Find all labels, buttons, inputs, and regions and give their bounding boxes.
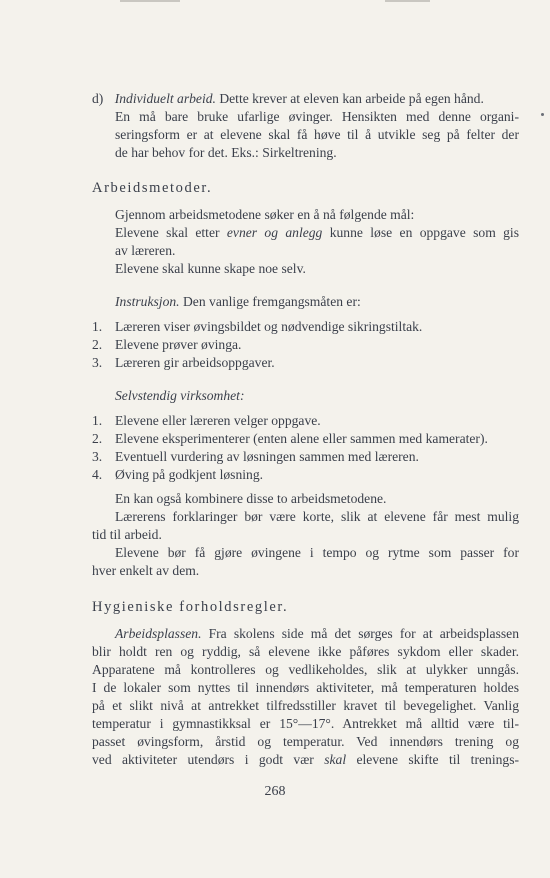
paragraph-line: på et slikt nivå at antrekket tilfredsstiller kravet til bevegelighet. Vanlig [92, 698, 519, 713]
section-d-title: Individuelt arbeid. [114, 91, 216, 106]
scan-speck [541, 113, 544, 116]
text-span: elevene skifte til trenings- [346, 752, 520, 767]
text-span: Dette krever at eleven kan arbeide på egen hånd. [215, 91, 484, 106]
italic-span: evner og anlegg [226, 225, 323, 240]
list-item: Elevene prøver øvinga. [115, 337, 242, 352]
scan-edge-mark [120, 0, 180, 2]
paragraph-line: I de lokaler som nyttes til innendørs aktiviteter, må temperaturen holdes [92, 680, 519, 695]
section-d-line-1 [92, 90, 484, 107]
paragraph-line: av læreren. [115, 243, 176, 258]
text-span: Den vanlige fremgangsmåten er: [179, 294, 361, 309]
section-d-line-3: seringsform er at elevene skal få høve til å utvikle seg på felter der [115, 127, 519, 142]
list-number: 4. [92, 467, 103, 482]
list-number: 2. [92, 337, 103, 352]
page-number: 268 [264, 784, 286, 799]
list-number: 1. [92, 319, 103, 334]
subheading-instruksjon: Instruksjon. [115, 294, 180, 309]
paragraph-line: En kan også kombinere disse to arbeidsmetodene. [115, 491, 387, 506]
section-d-line-4: de har behov for det. Eks.: Sirkeltrening. [115, 145, 337, 160]
text-span: kunne løse en oppgave som gis [322, 225, 519, 240]
list-number: 2. [92, 431, 103, 446]
list-item: Elevene eller læreren velger oppgave. [115, 413, 321, 428]
text-span: Elevene skal etter [115, 225, 227, 240]
list-item: Læreren gir arbeidsoppgaver. [115, 355, 275, 370]
section-heading-arbeidsmetoder: Arbeidsmetoder. [92, 180, 213, 196]
paragraph-line [92, 751, 519, 768]
paragraph-line: blir holdt ren og ryddig, så elevene ikke påføres sykdom eller skader. [92, 644, 519, 659]
italic-span: skal [324, 752, 347, 767]
paragraph-line: Lærerens forklaringer bør være korte, slik at elevene får mest mulig [115, 509, 519, 524]
list-item: Elevene eksperimenterer (enten alene eller sammen med kamerater). [115, 431, 488, 446]
text-span: ved aktiviteter utendørs i godt vær [92, 752, 325, 767]
section-d-line-2: En må bare bruke ufarlige øvinger. Hensikten med denne organi- [115, 109, 519, 124]
list-item: Øving på godkjent løsning. [115, 467, 264, 482]
paragraph-line: tid til arbeid. [92, 527, 162, 542]
list-item: Eventuell vurdering av løsningen sammen med læreren. [115, 449, 419, 464]
list-number: 3. [92, 355, 103, 370]
paragraph-line: Apparatene må kontrolleres og vedlikeholdes, slik at ulykker unngås. [92, 662, 519, 677]
list-marker: d) [92, 91, 104, 106]
section-heading-hygieniske: Hygieniske forholdsregler. [92, 599, 289, 615]
subheading-selvstendig: Selvstendig virksomhet: [115, 388, 245, 403]
list-item: Læreren viser øvingsbildet og nødvendige sikringstiltak. [115, 319, 423, 334]
subheading-arbeidsplassen: Arbeidsplassen. [115, 626, 202, 641]
list-number: 1. [92, 413, 103, 428]
paragraph-line: Elevene bør få gjøre øvingene i tempo og rytme som passer for [115, 545, 519, 560]
list-number: 3. [92, 449, 103, 464]
instruksjon-intro [115, 293, 361, 310]
scan-edge-mark [385, 0, 430, 2]
paragraph-line: Gjennom arbeidsmetodene søker en å nå følgende mål: [115, 207, 415, 222]
paragraph-line [115, 625, 519, 642]
paragraph-line: passet øvingsform, årstid og temperatur. Ved innendørs trening og [92, 734, 519, 749]
paragraph-line: hver enkelt av dem. [92, 563, 200, 578]
paragraph-line: temperatur i gymnastikksal er 15°—17°. Antrekket må alltid være til- [92, 716, 519, 731]
paragraph-line: Elevene skal kunne skape noe selv. [115, 261, 306, 276]
text-span: Fra skolens side må det sørges for at arbeidsplassen [201, 626, 519, 641]
paragraph-line [115, 224, 519, 241]
selvstendig-intro [115, 387, 244, 404]
